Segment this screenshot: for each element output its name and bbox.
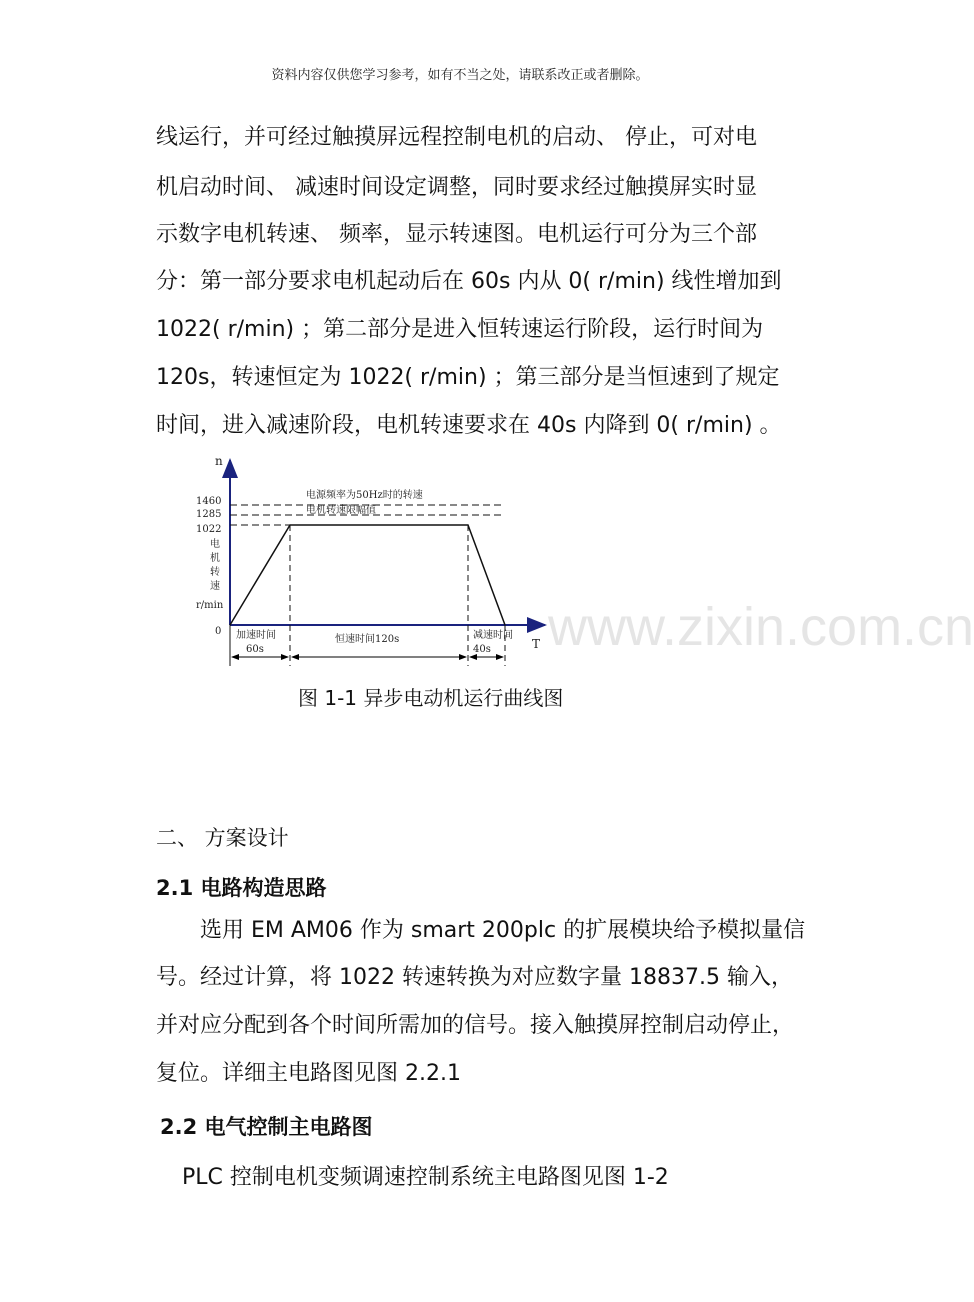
seg3-label: 减速时间 (473, 630, 513, 641)
seg2-label: 恒速时间120s (335, 634, 400, 645)
y-unit-char: 转 (210, 567, 220, 578)
ref-label-limit: 电机转速限幅值 (306, 505, 376, 516)
subsection-heading: 2.2 电气控制主电路图 (160, 1115, 373, 1139)
body-line: PLC 控制电机变频调速控制系统主电路图见图 1-2 (182, 1165, 669, 1190)
speed-curve-figure (0, 0, 920, 680)
intro-line: 120s，转速恒定为 1022( r/min) ；第三部分是当恒速到了规定 (156, 365, 780, 390)
intro-line: 线运行，并可经过触摸屏远程控制电机的启动、 停止，可对电 (156, 125, 757, 150)
body-line: 并对应分配到各个时间所需加的信号。接入触摸屏控制启动停止， (156, 1013, 795, 1038)
y-unit-char: 电 (210, 539, 220, 550)
seg1-label: 加速时间 (236, 630, 276, 641)
intro-line: 分：第一部分要求电机起动后在 60s 内从 0( r/min) 线性增加到 (156, 269, 782, 294)
body-line: 复位。详细主电路图见图 2.2.1 (156, 1061, 461, 1086)
tick-label: 1285 (196, 509, 222, 520)
figure-caption: 图 1-1 异步电动机运行曲线图 (298, 686, 564, 710)
page-header: 资料内容仅供您学习参考，如有不当之处，请联系改正或者删除。 (271, 68, 649, 83)
tick-label: 1022 (196, 524, 222, 535)
section-heading: 二、 方案设计 (156, 826, 289, 850)
intro-line: 1022( r/min) ；第二部分是进入恒转速运行阶段，运行时间为 (156, 317, 764, 342)
seg3-value: 40s (473, 644, 491, 655)
speed-profile-curve (230, 525, 505, 625)
x-axis-label: T (532, 637, 541, 651)
intro-line: 示数字电机转速、 频率，显示转速图。电机运行可分为三个部 (156, 222, 757, 247)
ref-label-50hz: 电源频率为50Hz时的转速 (306, 490, 423, 501)
y-axis-label: n (215, 454, 223, 468)
subsection-heading: 2.1 电路构造思路 (156, 876, 327, 900)
tick-label: 0 (215, 626, 222, 637)
y-unit-char: 速 (210, 581, 220, 592)
y-unit-char: 机 (210, 553, 220, 564)
tick-label: 1460 (196, 496, 222, 507)
body-line: 号。经过计算，将 1022 转速转换为对应数字量 18837.5 输入， (156, 965, 793, 990)
watermark: www.zixin.com.cn (548, 597, 974, 657)
intro-line: 时间，进入减速阶段，电机转速要求在 40s 内降到 0( r/min) 。 (156, 413, 782, 438)
body-line: 选用 EM AM06 作为 smart 200plc 的扩展模块给予模拟量信 (200, 918, 806, 943)
y-unit-label: r/min (196, 600, 224, 611)
seg1-value: 60s (246, 644, 264, 655)
intro-line: 机启动时间、 减速时间设定调整，同时要求经过触摸屏实时显 (156, 175, 757, 200)
